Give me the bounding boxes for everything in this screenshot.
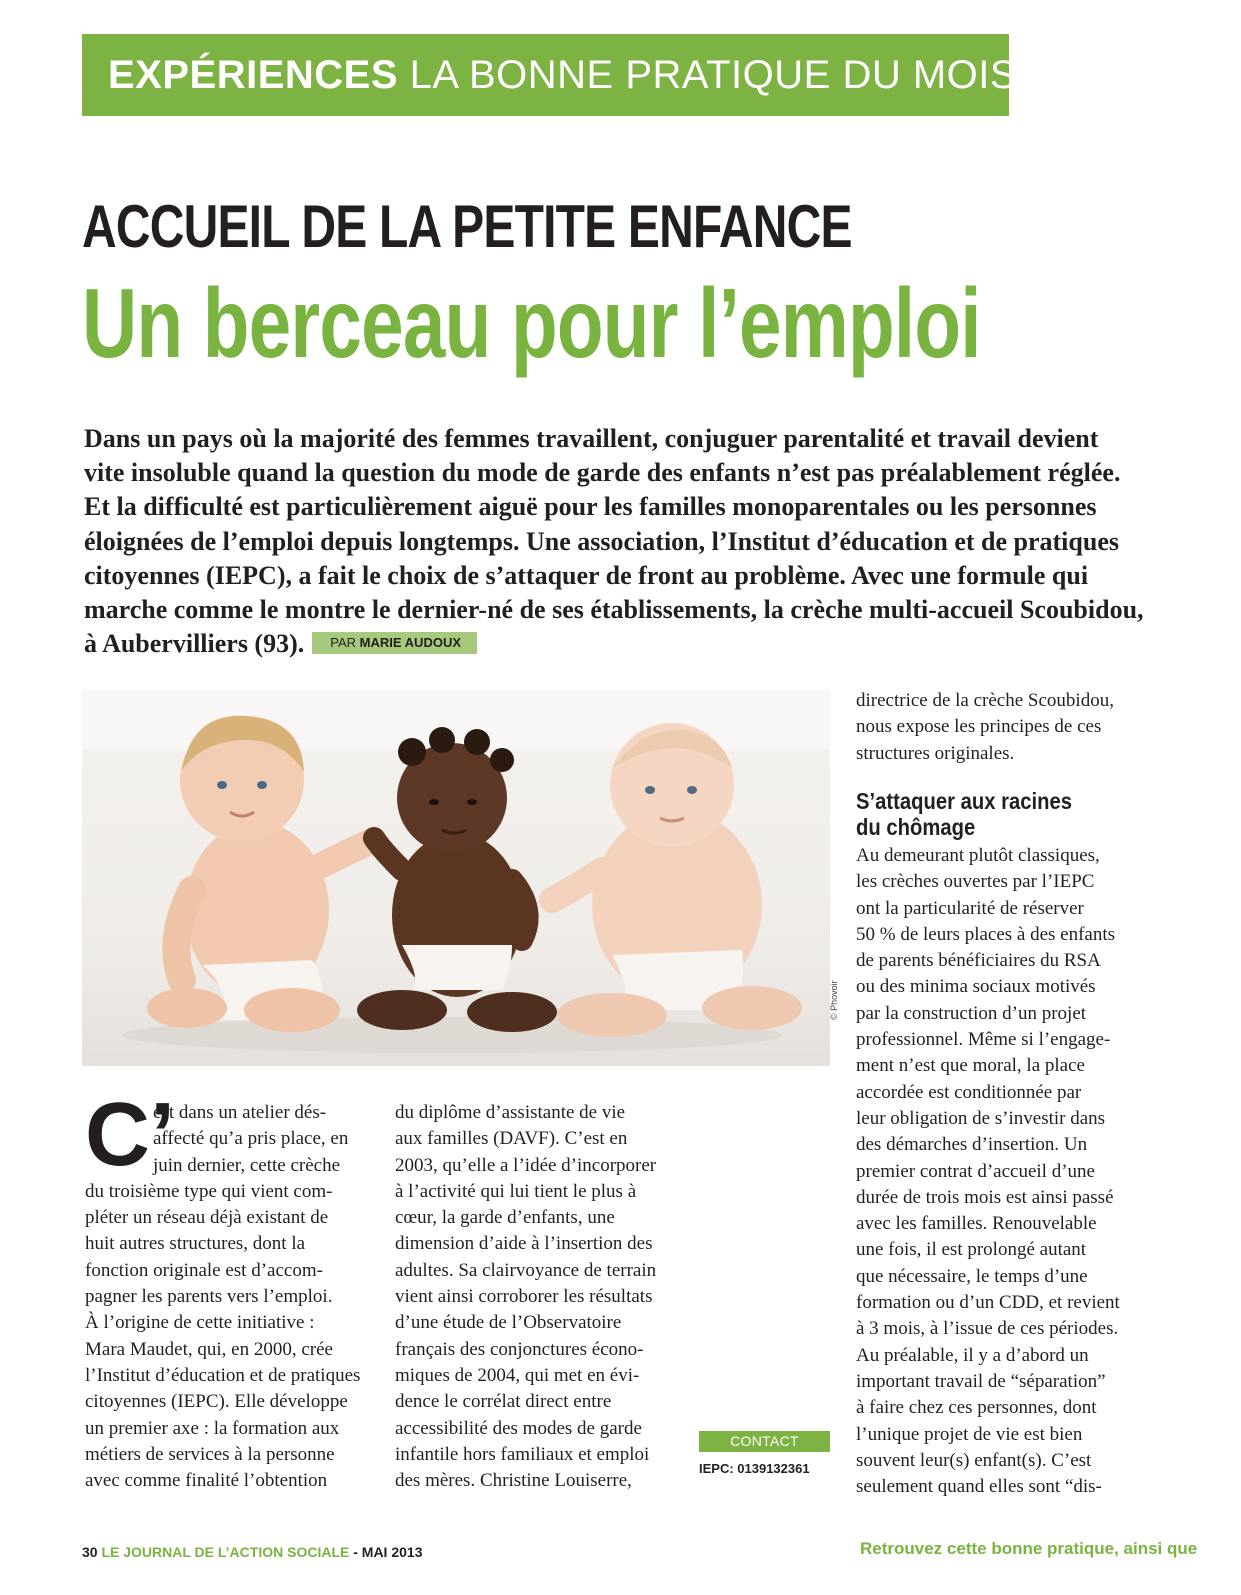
body-line: dimension d’aide à l’insertion des <box>395 1233 653 1255</box>
body-line: ment n’est que moral, la place <box>856 1055 1085 1077</box>
body-line: avec les familles. Renouvelable <box>856 1213 1097 1235</box>
body-line: l’unique projet de vie est bien <box>856 1423 1083 1445</box>
article-lead <box>84 422 1144 661</box>
section-subtitle: LA BONNE PRATIQUE DU MOIS <box>409 53 1018 97</box>
lead-line: Et la difficulté est particulièrement aiguë pour les familles monoparentales ou les personnes <box>84 492 1097 522</box>
body-line: Au demeurant plutôt classiques, <box>856 845 1100 866</box>
body-line: À l’origine de cette initiative : <box>85 1312 315 1334</box>
issue-date: - MAI 2013 <box>353 1544 423 1560</box>
article-title: Un berceau pour l’emploi <box>82 268 981 378</box>
byline-author: MARIE AUDOUX <box>359 635 462 651</box>
lead-line: citoyennes (IEPC), a fait le choix de s’attaquer de front au problème. Avec une formule qui <box>84 560 1089 590</box>
lead-line: éloignées de l’emploi depuis longtemps. Une association, l’Institut d’éducation et de pratiques <box>84 526 1119 556</box>
body-line: est dans un atelier dés- <box>153 1102 327 1123</box>
body-line: ou des minima sociaux motivés <box>856 976 1096 998</box>
body-column-2 <box>395 1100 677 1494</box>
lead-line-last <box>84 627 1144 661</box>
body-line: que nécessaire, le temps d’une <box>856 1265 1088 1287</box>
babies-illustration <box>82 690 830 1066</box>
body-line: miques de 2004, qui met en évi- <box>395 1364 640 1386</box>
body-line: durée de trois mois est ainsi passé <box>856 1186 1114 1208</box>
body-line: l’Institut d’éducation et de pratiques <box>85 1364 361 1386</box>
page-footer <box>82 1543 422 1561</box>
body-line: français des conjonctures écono- <box>395 1338 644 1360</box>
body-line: les crèches ouvertes par l’IEPC <box>856 871 1095 893</box>
body-line: Mara Maudet, qui, en 2000, crée <box>85 1338 333 1360</box>
article-kicker: ACCUEIL DE LA PETITE ENFANCE <box>82 193 852 260</box>
body-line: pléter un réseau déjà existant de <box>85 1207 329 1229</box>
body-line: affecté qu’a pris place, en <box>153 1128 349 1150</box>
footer-promo: Retrouvez cette bonne pratique, ainsi que <box>860 1539 1198 1558</box>
body-column-3-top <box>856 688 1139 767</box>
contact-label: CONTACT <box>699 1431 830 1452</box>
body-line: fonction originale est d’accom- <box>85 1259 323 1281</box>
body-line: nous expose les principes de ces <box>856 716 1102 738</box>
body-line: d’une étude de l’Observatoire <box>395 1312 622 1334</box>
body-line: important travail de “séparation” <box>856 1370 1106 1392</box>
body-line: leur obligation de s’investir dans <box>856 1107 1106 1129</box>
body-line: Au préalable, il y a d’abord un <box>856 1344 1089 1366</box>
body-line: cœur, la garde d’enfants, une <box>395 1207 615 1229</box>
lead-line: marche comme le montre le dernier-né de ses établissements, la crèche multi-accueil Scoubidou, <box>84 595 1144 625</box>
body-line: adultes. Sa clairvoyance de terrain <box>395 1259 657 1281</box>
article-photo <box>82 690 830 1066</box>
lead-line: à Aubervilliers (93). <box>84 629 305 659</box>
photo-credit: © Phovoir <box>829 980 839 1020</box>
body-line: premier contrat d’accueil d’une <box>856 1160 1095 1182</box>
drop-cap: C’ <box>85 1085 175 1185</box>
section-name: EXPÉRIENCES <box>108 53 399 97</box>
body-line: 50 % de leurs places à des enfants <box>856 923 1116 945</box>
body-line: des mères. Christine Louiserre, <box>395 1470 632 1492</box>
body-column-1 <box>85 1100 365 1494</box>
body-line: citoyennes (IEPC). Elle développe <box>85 1391 348 1413</box>
body-line: formation ou d’un CDD, et revient <box>856 1292 1120 1314</box>
body-line: seulement quand elles sont “dis- <box>856 1476 1102 1498</box>
byline-prefix: PAR <box>330 635 357 651</box>
subheading-line: S’attaquer aux racines <box>856 788 1072 814</box>
body-line: du troisième type qui vient com- <box>85 1180 333 1202</box>
body-line: à 3 mois, à l’issue de ces périodes. <box>856 1318 1119 1340</box>
body-line: avec comme finalité l’obtention <box>85 1470 328 1492</box>
body-line: aux familles (DAVF). C’est en <box>395 1128 628 1150</box>
journal-name: LE JOURNAL DE L’ACTION SOCIALE <box>101 1544 350 1560</box>
body-line: dence le corrélat direct entre <box>395 1391 612 1413</box>
byline <box>312 632 477 654</box>
body-line: ont la particularité de réserver <box>856 897 1084 919</box>
lead-line: vite insoluble quand la question du mode de garde des enfants n’est pas préalablement réglée. <box>84 458 1121 488</box>
body-line: par la construction d’un projet <box>856 1002 1087 1024</box>
lead-line: Dans un pays où la majorité des femmes travaillent, conjuguer parentalité et travail devient <box>84 424 1099 453</box>
body-line: souvent leur(s) enfant(s). C’est <box>856 1449 1092 1471</box>
body-line: accessibilité des modes de garde <box>395 1417 642 1439</box>
body-line: une fois, il est prolongé autant <box>856 1239 1087 1261</box>
body-line: à faire chez ces personnes, dont <box>856 1397 1097 1419</box>
section-subheading <box>856 788 1072 840</box>
body-line: directrice de la crèche Scoubidou, <box>856 690 1114 711</box>
page-number: 30 <box>82 1544 98 1560</box>
body-line: huit autres structures, dont la <box>85 1233 306 1255</box>
body-line: infantile hors familiaux et emploi <box>395 1443 650 1465</box>
body-line: pagner les parents vers l’emploi. <box>85 1286 333 1308</box>
body-line: métiers de services à la personne <box>85 1443 335 1465</box>
contact-phone: IEPC: 0139132361 <box>699 1461 810 1476</box>
body-line: professionnel. Même si l’engage- <box>856 1029 1111 1051</box>
body-line: à l’activité qui lui tient le plus à <box>395 1180 637 1202</box>
body-line: des démarches d’insertion. Un <box>856 1134 1088 1156</box>
subheading-line: du chômage <box>856 814 976 840</box>
body-column-3 <box>856 843 1139 1500</box>
body-line: vient ainsi corroborer les résultats <box>395 1286 653 1308</box>
body-line: 2003, qu’elle a l’idée d’incorporer <box>395 1154 657 1176</box>
body-line: juin dernier, cette crèche <box>153 1154 341 1176</box>
body-line: un premier axe : la formation aux <box>85 1417 340 1439</box>
section-header <box>108 52 1017 98</box>
body-line: accordée est conditionnée par <box>856 1081 1082 1103</box>
body-line: structures originales. <box>856 742 1015 764</box>
body-line: de parents bénéficiaires du RSA <box>856 950 1101 972</box>
body-line: du diplôme d’assistante de vie <box>395 1102 626 1123</box>
